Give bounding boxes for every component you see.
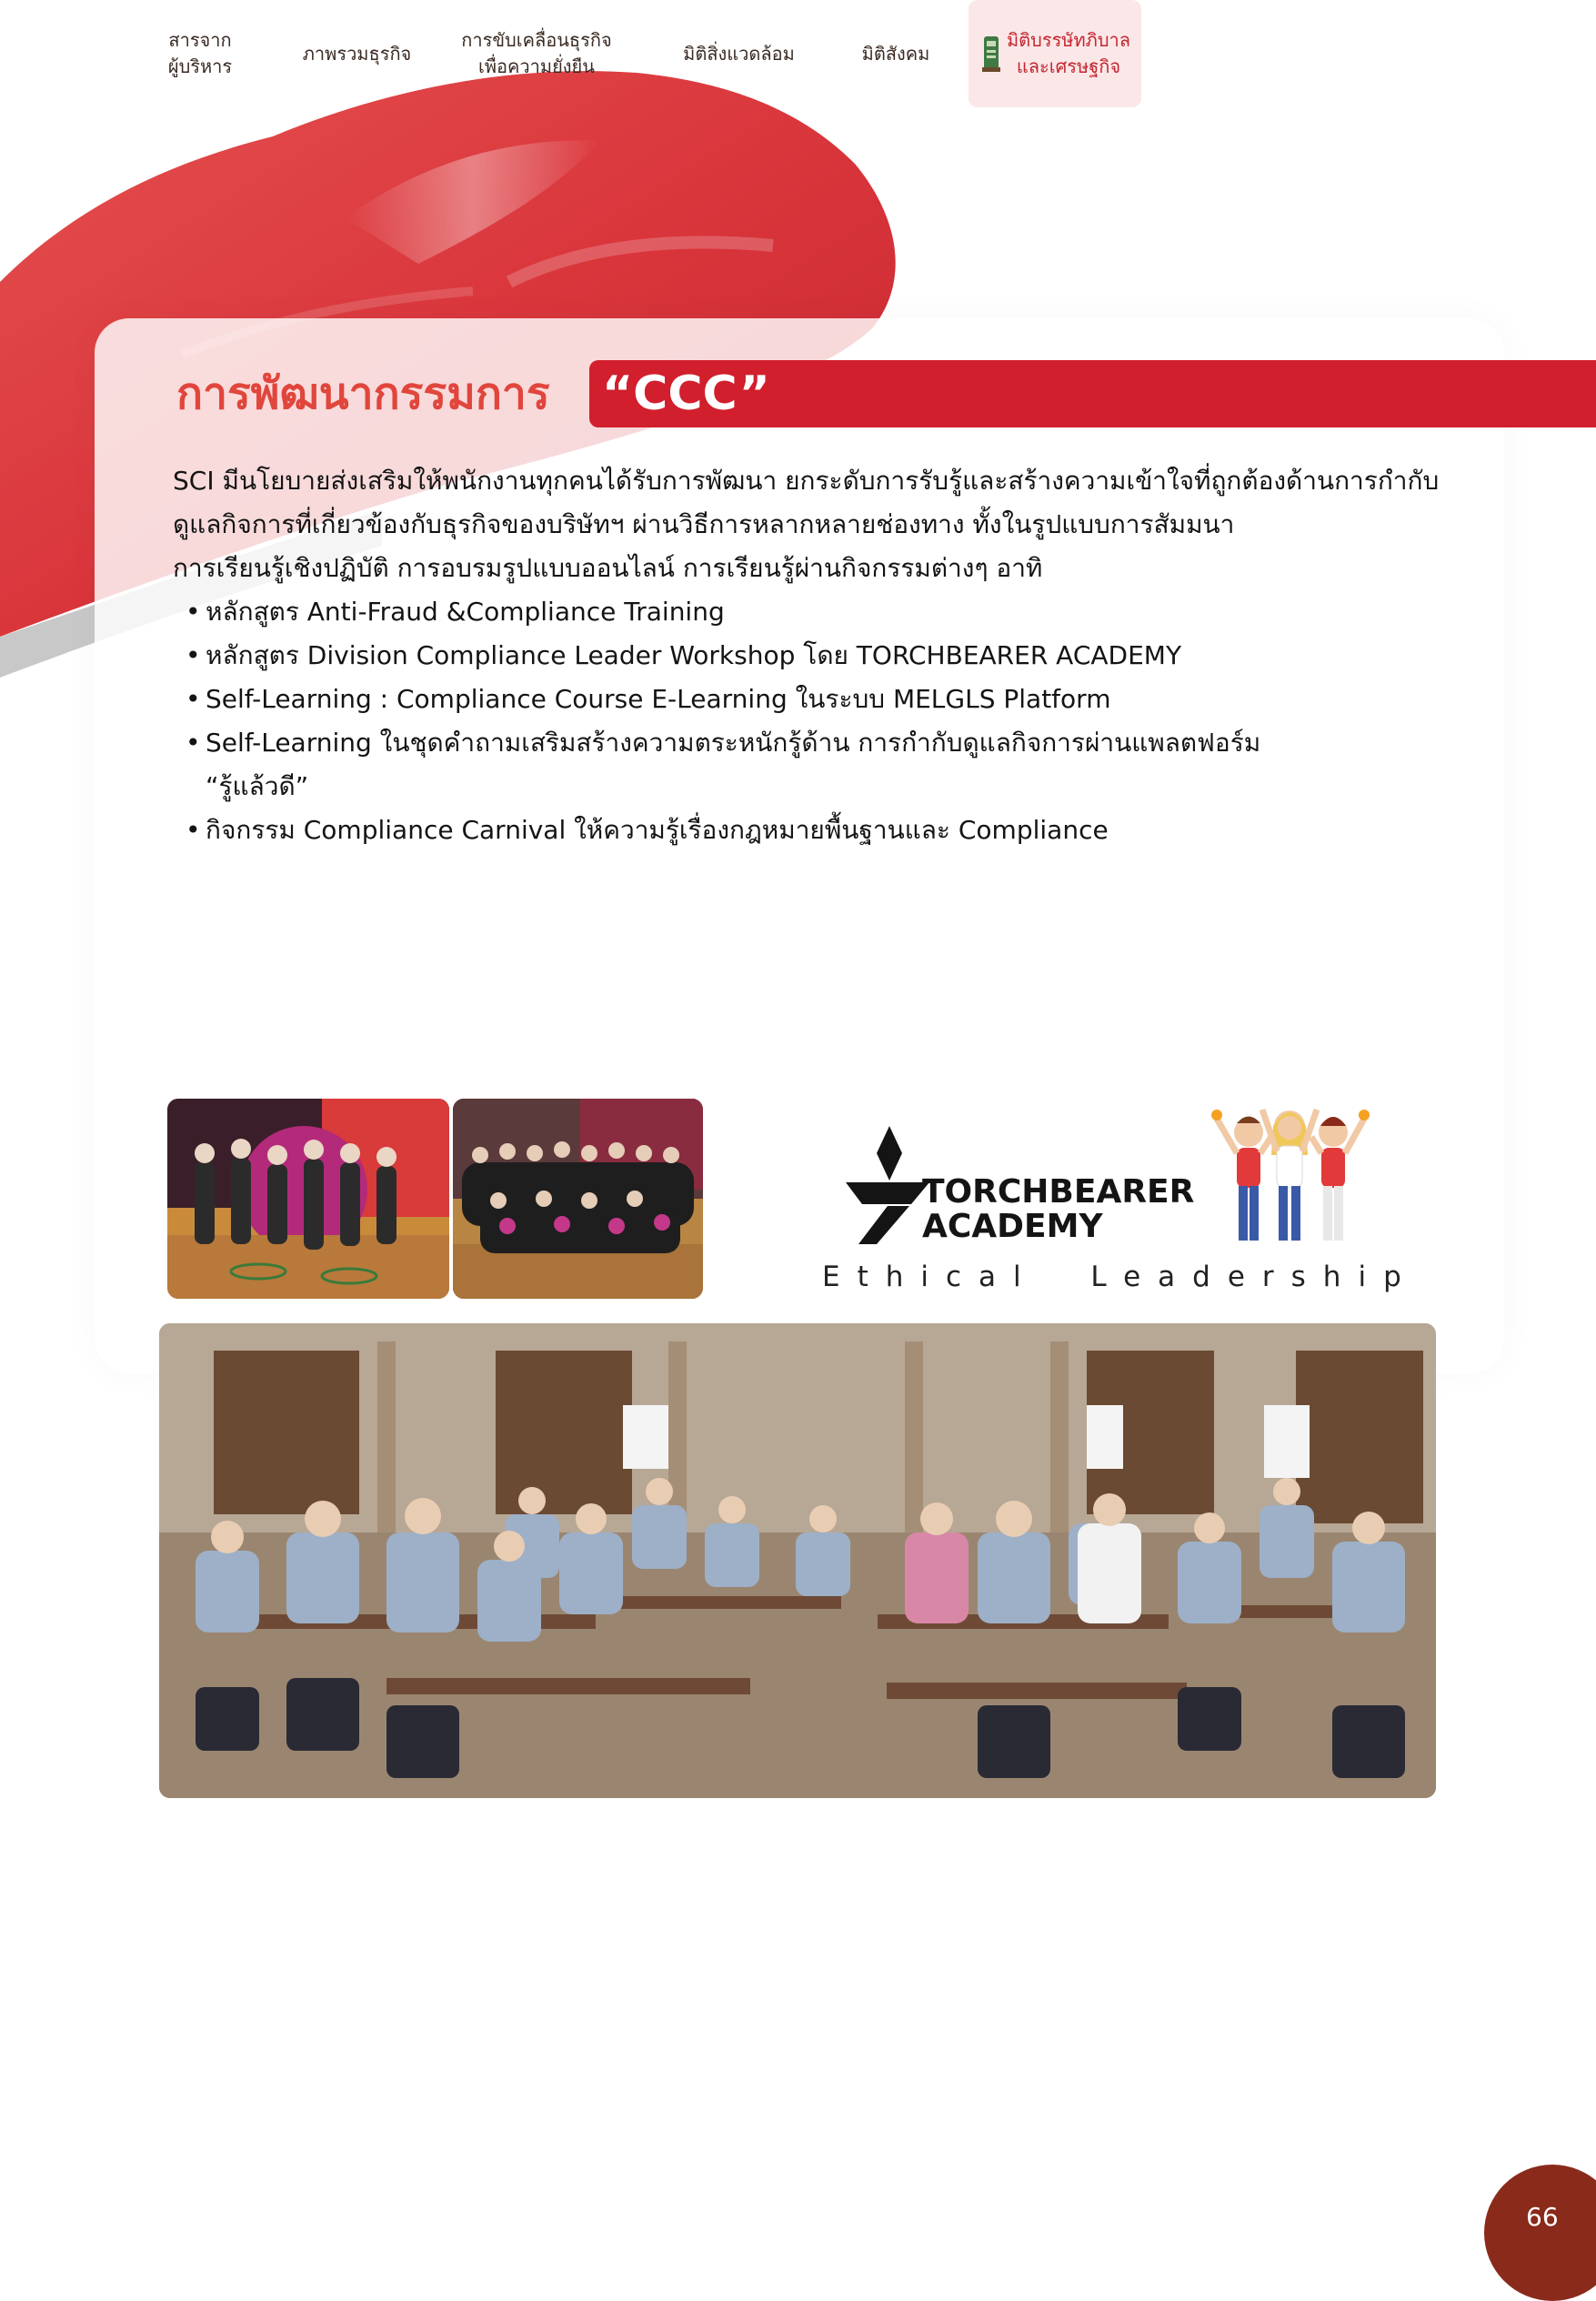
intro-line: การเรียนรู้เชิงปฏิบัติ การอบรมรูปแบบออนไลน์ การเรียนรู้ผ่านกิจกรรมต่างๆ อาทิ — [173, 553, 1043, 583]
list-item: • หลักสูตร Division Compliance Leader Workshop โดย TORCHBEARER ACADEMY — [173, 634, 1446, 678]
training-class-photo — [159, 1323, 1436, 1798]
list-item: • Self-Learning : Compliance Course E-Learning ในระบบ MELGLS Platform — [173, 678, 1446, 721]
page-number-badge — [1484, 2165, 1596, 2301]
activity-photo-2 — [453, 1099, 703, 1299]
torchbearer-academy-logo — [789, 1082, 1435, 1301]
nav-item-label: สารจาก ผู้บริหาร — [167, 29, 233, 77]
list-item: • Self-Learning ในชุดคำถามเสริมสร้างความตระหนักรู้ด้าน การกำกับดูแลกิจการผ่านแพลตฟอร์ม “รู้แล้วดี” — [173, 721, 1446, 809]
logo-line-2: ACADEMY — [922, 1208, 1103, 1245]
logo-line-1: TORCHBEARER — [922, 1173, 1195, 1211]
intro-paragraph — [173, 459, 1446, 590]
program-list — [173, 590, 1446, 852]
page-number: 66 — [1526, 2202, 1559, 2232]
activity-photo-1 — [167, 1099, 449, 1299]
section-title-tag: “CCC” — [602, 367, 770, 421]
intro-line: SCI มีนโยบายส่งเสริมให้พนักงานทุกคนได้รับการพัฒนา ยกระดับการรับรู้และสร้างความเข้าใจที่ถูกต้องด้านการกำกับ — [173, 466, 1440, 496]
nav-item-label: มิติบรรษัทภิบาล และเศรษฐกิจ — [1006, 29, 1131, 77]
nav-item-social[interactable] — [841, 0, 950, 107]
body-text — [173, 459, 1446, 852]
nav-item-label: การขับเคลื่อนธุรกิจ เพื่อความยั่งยืน — [461, 29, 612, 77]
governance-icon — [979, 33, 1003, 75]
nav-item-business-overview[interactable] — [282, 0, 432, 107]
nav-item-label: มิติสังคม — [861, 42, 930, 65]
section-title-banner — [589, 360, 1596, 427]
nav-item-label: ภาพรวมธุรกิจ — [302, 42, 412, 65]
top-navigation — [0, 0, 1596, 109]
nav-item-governance-economy[interactable] — [969, 0, 1141, 107]
cheering-people-illustration — [1199, 1082, 1380, 1255]
section-title-thai: การพัฒนากรรมการ — [176, 368, 550, 419]
nav-item-executive-message[interactable] — [146, 0, 255, 107]
nav-item-environment[interactable] — [664, 0, 814, 107]
section-title — [176, 360, 550, 427]
nav-item-sustainability-drive[interactable] — [446, 0, 627, 107]
list-item: • หลักสูตร Anti-Fraud &Compliance Training — [173, 590, 1446, 634]
nav-item-label: มิติสิ่งแวดล้อม — [683, 42, 795, 65]
torch-mark-icon — [846, 1126, 933, 1244]
logo-tagline: Ethical Leadership — [822, 1261, 1419, 1293]
intro-line: ดูแลกิจการที่เกี่ยวข้องกับธุรกิจของบริษัทฯ ผ่านวิธีการหลากหลายช่องทาง ทั้งในรูปแบบการสัมมนา — [173, 509, 1235, 539]
list-item: • กิจกรรม Compliance Carnival ให้ความรู้เรื่องกฎหมายพื้นฐานและ Compliance — [173, 809, 1446, 852]
